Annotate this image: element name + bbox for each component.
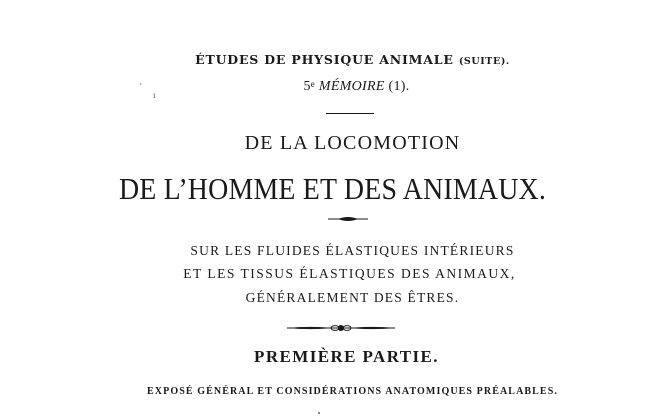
series-suite: (SUITE). [458, 56, 510, 67]
subtitle-line-2: ET LES TISSUS ÉLASTIQUES DES ANIMAUX, [183, 266, 516, 281]
stray-mark: ` [139, 83, 143, 94]
part-heading: PREMIÈRE PARTIE. [254, 347, 439, 366]
title-line-1: DE LA LOCOMOTION [244, 132, 461, 154]
ornament-divider [328, 215, 368, 223]
memoire-sup: e [310, 79, 316, 89]
print-speck [318, 412, 320, 414]
ornament-divider-wide [287, 323, 395, 333]
memoire-line [24, 79, 665, 95]
series-title-text: ÉTUDES DE PHYSIQUE ANIMALE [195, 52, 454, 67]
part-description: EXPOSÉ GÉNÉRAL ET CONSIDÉRATIONS ANATOMIQUES PRÉALABLES. [147, 386, 558, 397]
divider-rule [326, 113, 374, 114]
subtitle-line-1: SUR LES FLUIDES ÉLASTIQUES INTÉRIEURS [190, 243, 515, 258]
subtitle-line-3: GÉNÉRALEMENT DES ÊTRES. [245, 290, 460, 305]
title-line-2: DE L’HOMME ET DES ANIMAUX. [118, 171, 547, 206]
memoire-number: 5 [303, 79, 311, 94]
memoire-note: (1). [388, 79, 410, 94]
memoire-label: MÉMOIRE [318, 79, 385, 94]
series-title [20, 52, 665, 67]
stray-mark: ı [153, 90, 156, 100]
